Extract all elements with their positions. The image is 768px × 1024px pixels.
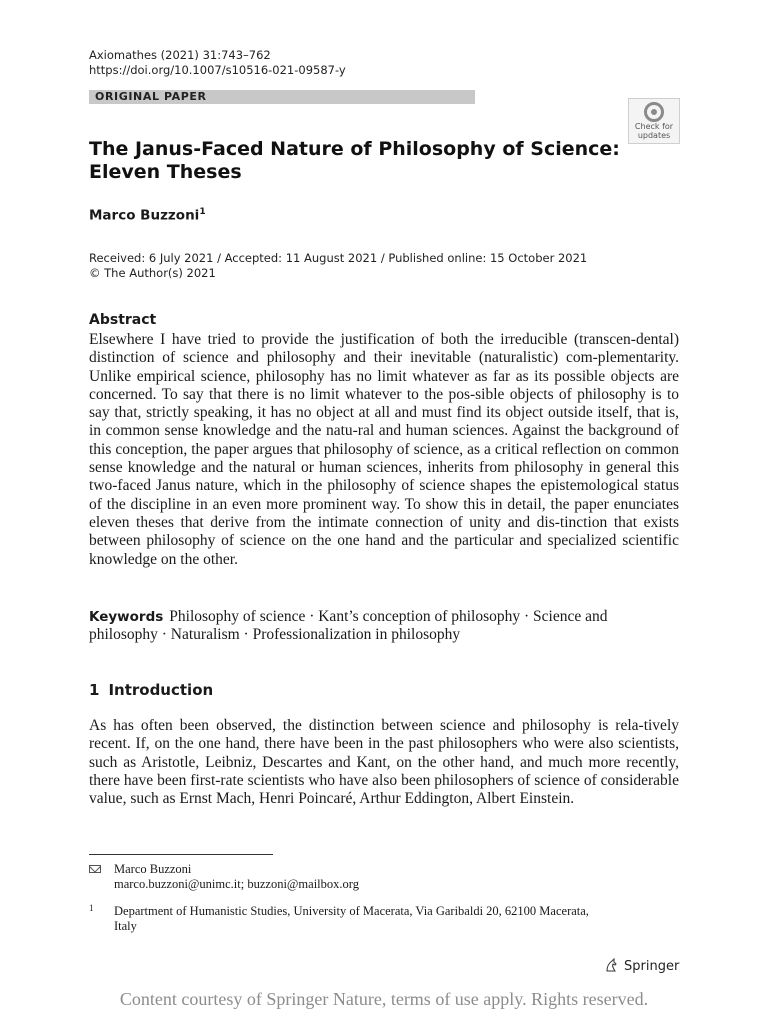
footnote-divider — [89, 854, 273, 855]
journal-header — [89, 48, 346, 78]
section-heading — [89, 681, 213, 699]
contact-name: Marco Buzzoni — [114, 862, 192, 876]
affiliation-mark: 1 — [89, 903, 94, 913]
keywords-list: Philosophy of science · Kant’s conception of philosophy · Science and philosophy · Naturalism · Professionalization in philosophy — [89, 608, 608, 644]
affiliation-footnote — [89, 904, 679, 934]
copyright: © The Author(s) 2021 — [89, 266, 216, 280]
keywords-label: Keywords — [89, 609, 164, 625]
section-number: 1 — [89, 681, 100, 699]
contact-footnote — [89, 862, 359, 892]
affiliation-line-2: Italy — [114, 919, 137, 933]
introduction-text: As has often been observed, the distinction between science and philosophy is rela-tively recent. If, on the one hand, there have been in the past philosophers who were also scientists, such as Aristotle, Leibniz, Descartes and Kant, on the other hand, and much more recently, there have been first-rate scientists who have also been philosophers of science of considerable value, such as Ernst Mach, Henri Poincaré, Arthur Eddington, Albert Einstein. — [89, 717, 679, 808]
section-title: Introduction — [108, 681, 214, 699]
article-type: ORIGINAL PAPER — [95, 90, 207, 103]
springer-horse-icon — [604, 958, 618, 972]
affiliation-line-1: Department of Humanistic Studies, University of Macerata, Via Garibaldi 20, 62100 Macerata, — [114, 904, 589, 918]
contact-emails[interactable]: marco.buzzoni@unimc.it; buzzoni@mailbox.org — [114, 877, 359, 891]
courtesy-notice: Content courtesy of Springer Nature, terms of use apply. Rights reserved. — [119, 989, 649, 1009]
abstract-text: Elsewhere I have tried to provide the justification of both the irreducible (transcen-dental) distinction of science and philosophy and their inevitable (naturalistic) com-plementarity. Unlike empirical science, philosophy has no limit whatever as far as its possible objects are concerned. To say that there is no limit whatever to the pos-sible objects of philosophy is to say that, strictly speaking, it has no object at all and must find its object outside itself, that is, in common sense knowledge and the natu-ral and human sciences. Against the background of this conception, the paper argues that philosophy of science, as a critical reflection on common sense knowledge and the natural or human sciences, inherits from philosophy in general this two-faced Janus nature, which in the philosophy of science shapes the epistemological status of the discipline in an even more prominent way. To show this in detail, the paper enunciates eleven theses that derive from the intimate connection of unity and dis-tinction that exists between philosophy of science on the one hand and the particular and specialized scientific knowledge on the other. — [89, 331, 679, 568]
envelope-icon — [89, 865, 101, 873]
article-type-bar — [89, 90, 475, 104]
check-for-updates-badge[interactable] — [628, 98, 680, 144]
abstract-heading: Abstract — [89, 312, 157, 328]
badge-line-2: updates — [637, 131, 671, 140]
paper-title: The Janus-Faced Nature of Philosophy of Science: Eleven Theses — [89, 138, 620, 183]
author-name[interactable]: Marco Buzzoni — [89, 207, 200, 224]
author-line — [89, 207, 206, 224]
check-updates-icon — [644, 102, 664, 122]
history-dates: Received: 6 July 2021 / Accepted: 11 August 2021 / Published online: 15 October 2021 — [89, 251, 588, 265]
badge-line-1: Check for — [634, 122, 674, 131]
journal-citation: Axiomathes (2021) 31:743–762 — [89, 48, 271, 62]
doi-link[interactable]: https://doi.org/10.1007/s10516-021-09587-y — [89, 63, 346, 77]
publication-dates — [89, 251, 587, 281]
publisher-logo — [604, 958, 679, 974]
keywords — [89, 608, 679, 645]
publisher-name: Springer — [624, 959, 680, 974]
author-affiliation-mark: 1 — [199, 207, 206, 217]
